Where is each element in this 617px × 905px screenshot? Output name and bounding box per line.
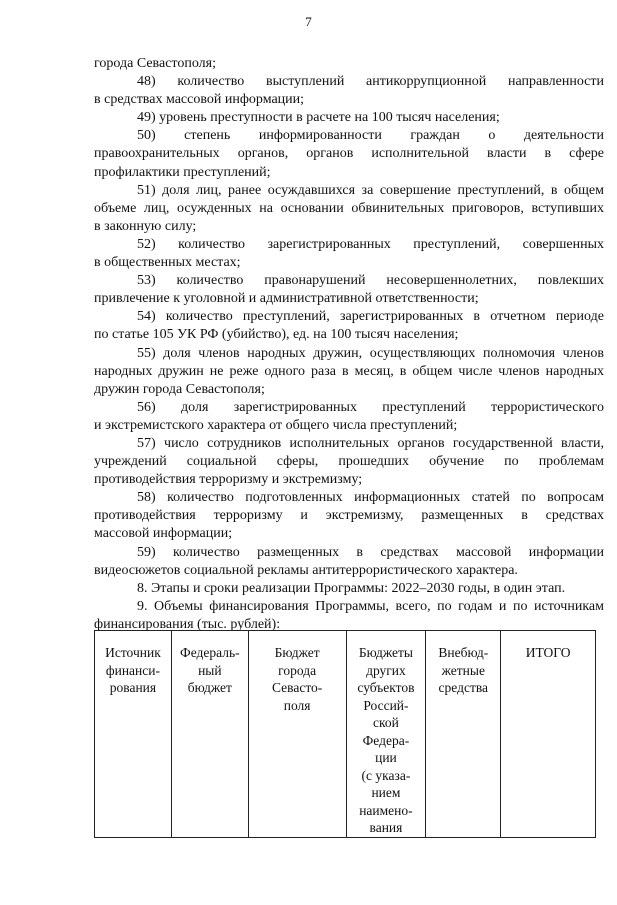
text-line: финансирования (тыс. рублей):	[94, 616, 281, 632]
text-line: 56) доля зарегистрированных преступлений террористического	[137, 399, 604, 415]
text-line: дружин города Севастополя;	[94, 381, 265, 397]
table-header-cell	[248, 631, 346, 838]
text-line: объеме лиц, осужденных на основании обвинительных приговоров, вступивших	[94, 200, 604, 216]
header-text-line: Внебюд-	[438, 645, 489, 660]
header-text-line: вания	[369, 820, 403, 835]
text-line: в средствах массовой информации;	[94, 92, 305, 108]
table-header-row	[95, 631, 596, 838]
header-text-line: жетные	[441, 662, 485, 678]
text-line: 48) количество выступлений антикоррупционной направленности	[137, 74, 604, 90]
table-header-cell	[346, 631, 426, 838]
text-line: 50) степень информированности граждан о деятельности	[137, 128, 604, 144]
text-line: 49) уровень преступности в расчете на 100 тысяч населения;	[137, 110, 500, 126]
header-text-line: ный	[198, 662, 222, 678]
header-text-line: (с указа-	[361, 767, 411, 783]
text-line: 54) количество преступлений, зарегистрированных в отчетном периоде	[137, 309, 604, 325]
header-text-line: других	[366, 662, 406, 678]
text-line: в законную силу;	[94, 218, 197, 234]
header-text-line: ИТОГО	[525, 645, 571, 660]
text-line: 58) количество подготовленных информационных статей по вопросам	[137, 490, 604, 506]
text-line: в общественных местах;	[94, 255, 241, 271]
header-text-line: Россий-	[363, 697, 409, 713]
text-line: 9. Объемы финансирования Программы, всего, по годам и по источникам	[137, 598, 604, 614]
financing-table	[94, 630, 596, 838]
text-line: противодействия терроризму и экстремизму;	[94, 472, 363, 488]
text-line: 59) количество размещенных в средствах массовой информации	[137, 544, 604, 560]
text-line: по статье 105 УК РФ (убийство), ед. на 100 тысяч населения;	[94, 327, 459, 343]
header-text-line: Севасто-	[271, 680, 323, 695]
text-line: 53) количество правонарушений несовершеннолетних, повлекших	[137, 273, 604, 289]
header-text-line: ции	[375, 750, 397, 765]
text-line: 57) число сотрудников исполнительных органов государственной власти,	[137, 435, 604, 451]
header-text-line: Бюджеты	[358, 645, 413, 660]
page-number: 7	[305, 14, 312, 29]
header-text-line: финанси-	[105, 662, 160, 678]
text-line: 52) количество зарегистрированных преступлений, совершенных	[137, 236, 604, 252]
text-line: профилактики преступлений;	[94, 164, 271, 180]
text-line: массовой информации;	[94, 526, 233, 542]
header-text-line: нием	[371, 785, 401, 800]
document-body	[94, 55, 604, 634]
text-line: народных дружин не реже одного раза в месяц, в общем числе членов народных	[94, 363, 604, 379]
header-text-line: Бюджет	[274, 645, 320, 660]
text-line: противодействия терроризму и экстремизму, размещенных в средствах	[94, 508, 604, 524]
text-line: 8. Этапы и сроки реализации Программы: 2022–2030 годы, в один этап.	[137, 580, 566, 596]
table-header-cell	[171, 631, 248, 838]
header-text-line: бюджет	[187, 680, 232, 695]
header-text-line: рования	[109, 680, 157, 695]
text-line: правоохранительных органов, органов исполнительной власти в сфере	[94, 146, 604, 162]
header-text-line: средства	[438, 680, 489, 695]
text-line: видеосюжетов социальной рекламы антитеррористического характера.	[94, 562, 518, 578]
table-header-cell	[426, 631, 501, 838]
header-text-line: Федера-	[362, 732, 410, 748]
header-text-line: Источник	[105, 645, 161, 660]
header-text-line: субъектов	[357, 680, 415, 695]
text-line: 51) доля лиц, ранее осуждавшихся за совершение преступлений, в общем	[137, 182, 604, 198]
text-line: 55) доля членов народных дружин, осуществляющих полномочия членов	[137, 345, 604, 361]
header-text-line: наимено-	[359, 802, 413, 818]
header-text-line: ской	[373, 715, 399, 730]
text-line: и экстремистского характера от общего числа преступлений;	[94, 417, 458, 433]
text-line: города Севастополя;	[94, 56, 216, 71]
header-text-line: Федераль-	[180, 645, 240, 660]
text-line: привлечение к уголовной и административной ответственности;	[94, 291, 479, 307]
header-text-line: города	[278, 662, 317, 678]
table-header-cell	[95, 631, 172, 838]
table-header-cell	[501, 631, 596, 838]
header-text-line: поля	[283, 697, 311, 713]
text-line: учреждений социальной сферы, прошедших обучение по проблемам	[94, 454, 604, 470]
